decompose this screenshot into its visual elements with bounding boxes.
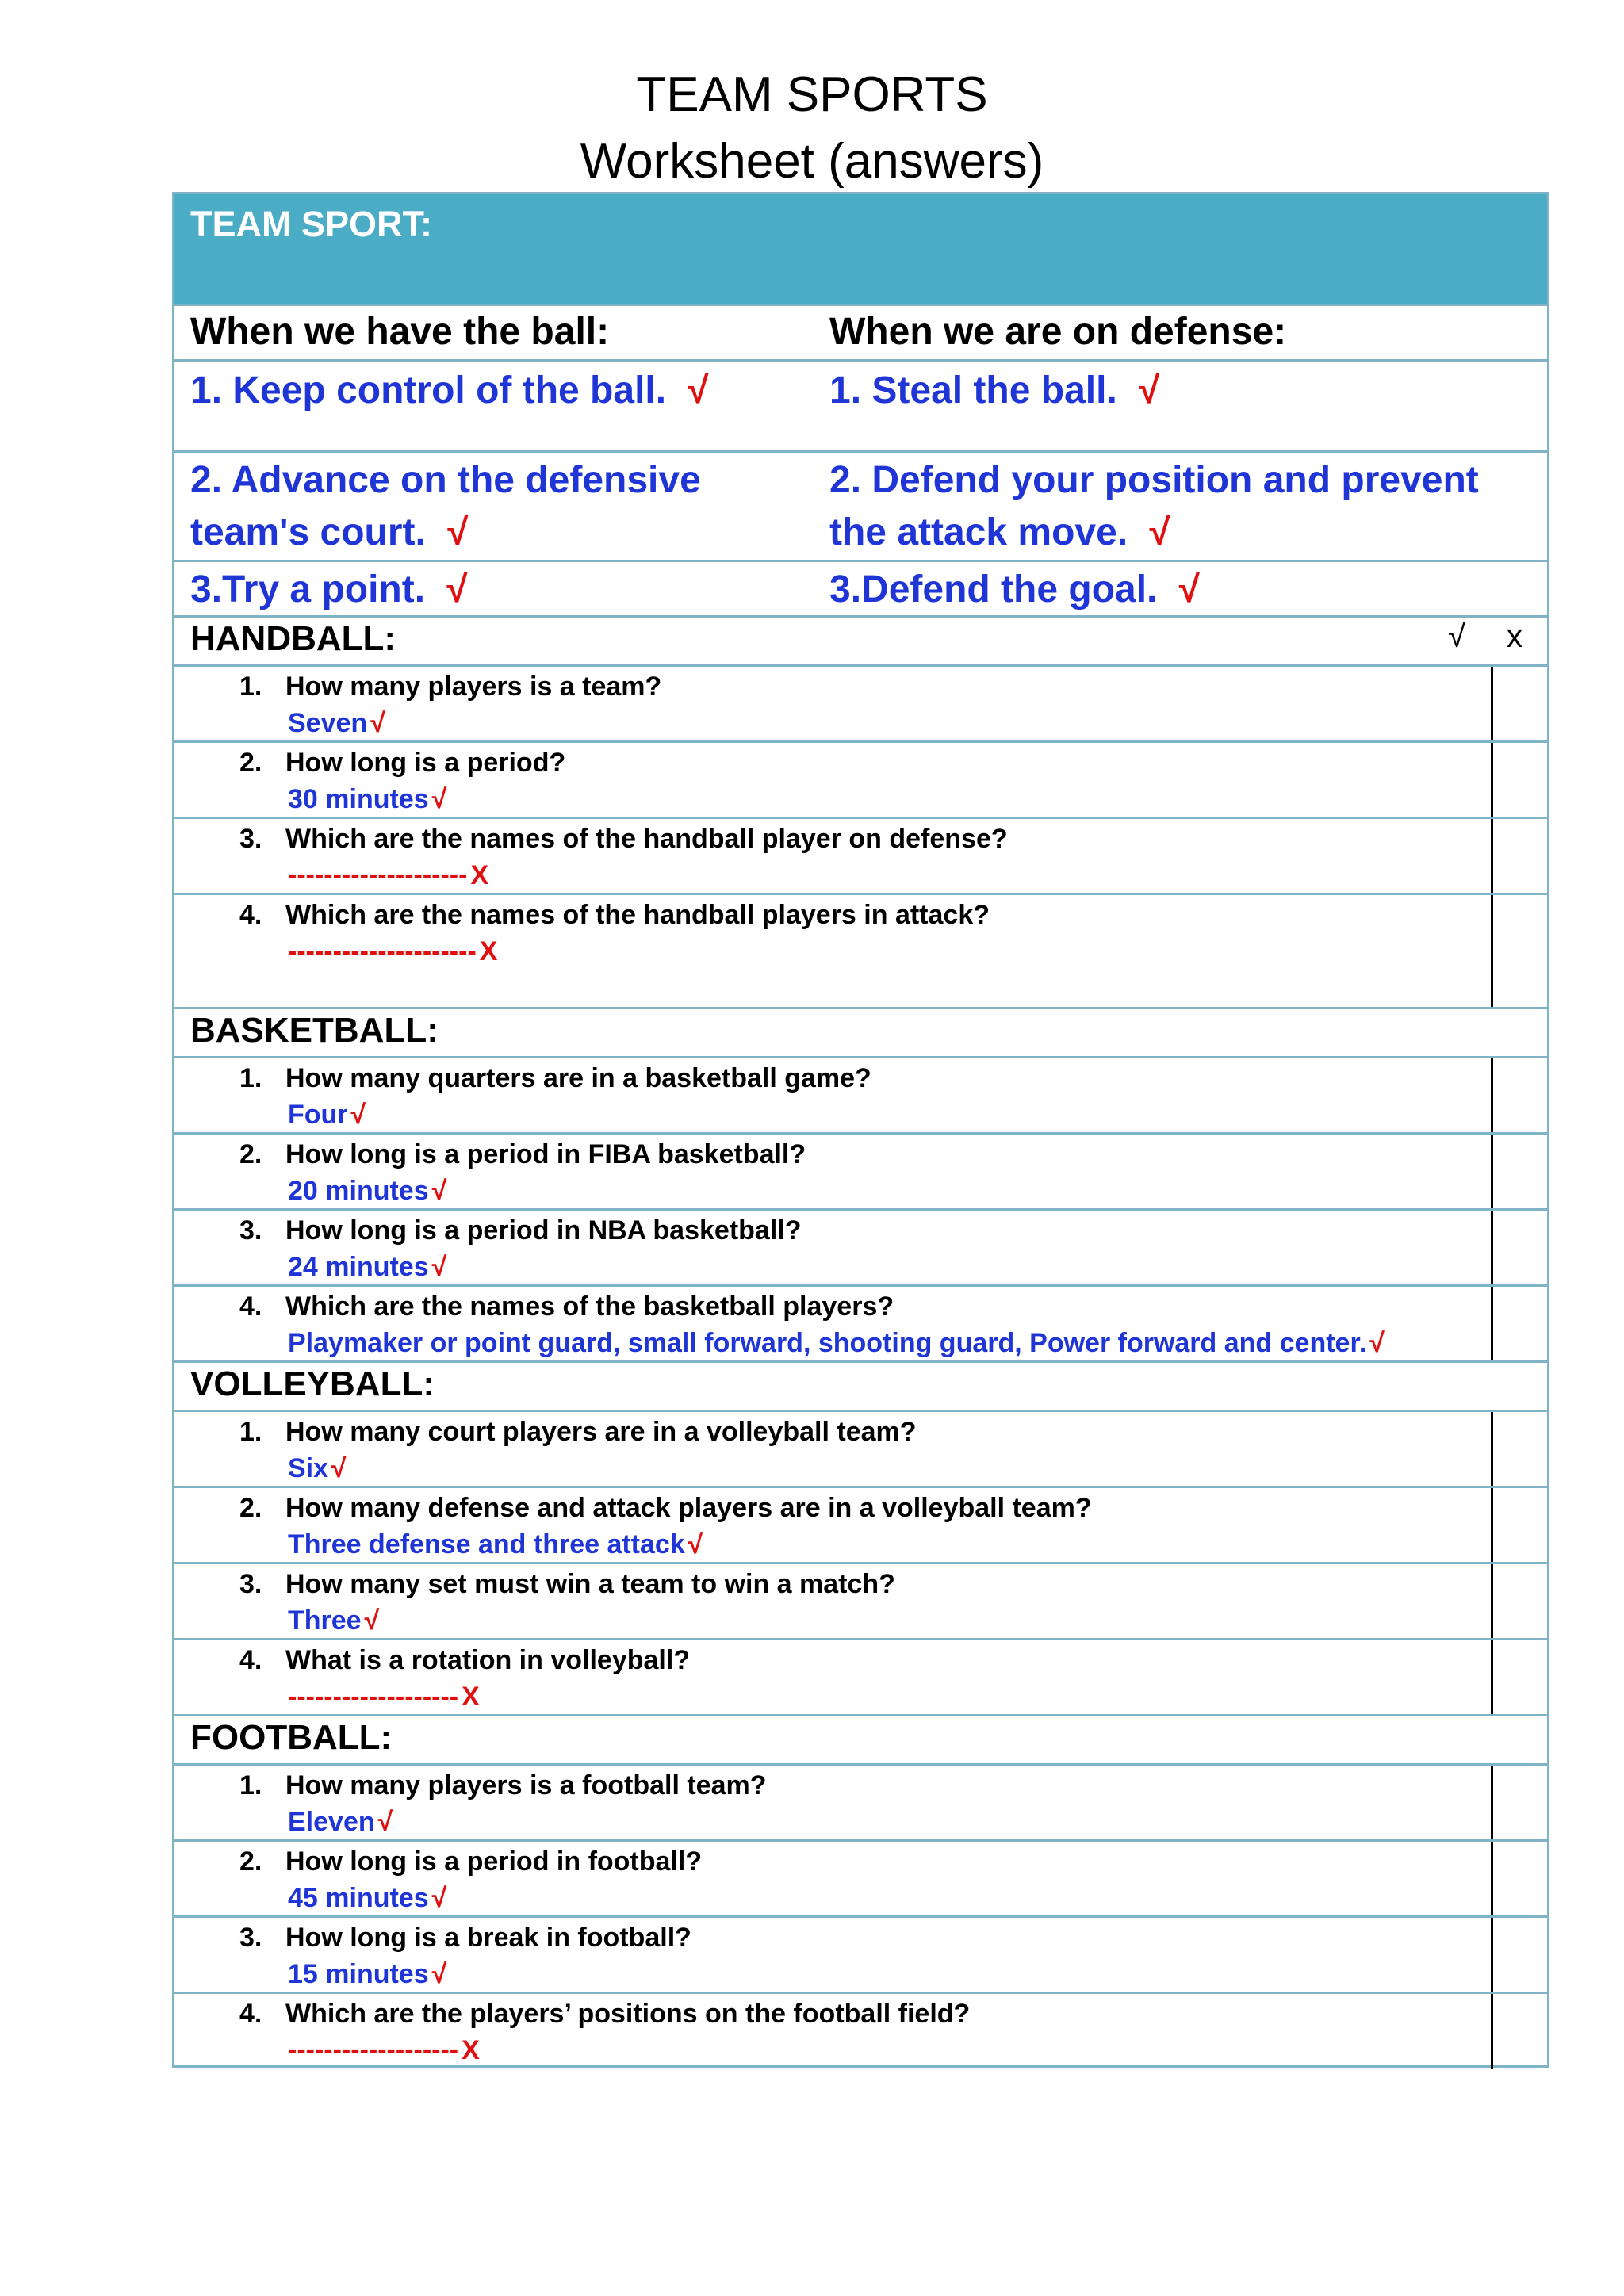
section-header [174,615,1547,664]
question-number: 3. [239,1215,262,1246]
answer-text: --------------------- [288,936,477,966]
question-row [174,1992,1547,2069]
question-number: 1. [239,672,262,702]
wrong-mark: X [470,860,489,890]
check-mark: √ [1149,511,1170,553]
principle-row [174,450,1547,560]
answer-text: Three [288,1605,362,1636]
check-mark: √ [688,369,709,411]
mark-column-divider [1491,895,1493,1007]
question-row [174,1839,1547,1915]
defense-principle: 3.Defend the goal. [829,568,1158,610]
answer-text: Seven [288,708,368,738]
check-mark: √ [370,708,385,738]
mark-column-divider [1491,743,1493,817]
question-number: 4. [239,1645,262,1675]
question-row [174,1763,1547,1839]
check-mark: √ [431,784,447,814]
section-title: VOLLEYBALL: [190,1364,435,1403]
question-row [174,1486,1547,1562]
wrong-mark: X [462,2035,480,2065]
section-header [174,1007,1547,1056]
check-mark: √ [1139,369,1160,411]
mark-column-divider [1491,1842,1493,1915]
question-text: How many quarters are in a basketball game? [285,1063,871,1093]
attack-heading: When we have the ball: [190,311,610,353]
question-text: How long is a period in football? [285,1846,703,1877]
question-text: Which are the names of the handball player on defense? [285,824,1008,854]
section-header [174,1360,1547,1410]
question-text: How many defense and attack players are in a volleyball team? [285,1493,1092,1523]
principle-row [174,560,1547,615]
answer-text: Eleven [288,1807,375,1837]
question-text: Which are the names of the basketball players? [285,1292,894,1322]
question-text: How long is a period in FIBA basketball? [285,1139,806,1169]
question-text: How long is a break in football? [285,1923,691,1953]
answer-text: Four [288,1100,348,1130]
question-row [174,740,1547,817]
question-row [174,1208,1547,1284]
question-row [174,664,1547,740]
question-number: 2. [239,1139,262,1169]
section-title: FOOTBALL: [190,1718,393,1757]
question-text: How many players is a football team? [285,1770,767,1800]
attack-principle: 2. Advance on the defensive team's court. [190,459,701,553]
question-number: 3. [239,1923,262,1953]
question-text: How long is a period? [285,748,566,778]
question-number: 2. [239,748,262,778]
mark-column-divider [1491,1135,1493,1208]
question-text: How many players is a team? [285,672,662,702]
answer-text: -------------------- [288,860,468,890]
mark-column-divider [1491,1766,1493,1839]
defense-heading: When we are on defense: [829,311,1287,353]
mark-column-divider [1491,1564,1493,1638]
check-mark: √ [431,1252,447,1282]
defense-principle: 2. Defend your position and prevent the attack move. [829,459,1479,553]
answer-text: ------------------- [288,2035,459,2065]
section-title: HANDBALL: [190,619,396,658]
question-row [174,1056,1547,1132]
check-mark: √ [431,1959,447,1989]
mark-column-divider [1491,1918,1493,1992]
page-title: TEAM SPORTS [636,67,988,122]
answer-text: 20 minutes [288,1176,429,1206]
check-mark: √ [331,1453,347,1483]
correct-column-header: √ [1448,619,1465,654]
answer-text: 15 minutes [288,1959,429,1989]
question-row [174,1638,1547,1714]
question-row [174,893,1547,1007]
check-mark: √ [446,568,468,610]
mark-column-divider [1491,1994,1493,2069]
check-mark: √ [350,1100,366,1130]
principles-heading-row [174,304,1547,359]
check-mark: √ [688,1529,703,1559]
question-number: 4. [239,1292,262,1322]
answer-text: 30 minutes [288,784,429,814]
check-mark: √ [431,1176,447,1206]
wrong-mark: X [462,1682,480,1712]
question-row [174,1915,1547,1992]
mark-column-divider [1491,1287,1493,1360]
worksheet-table [172,192,1549,2068]
answer-text: ------------------- [288,1682,459,1712]
question-number: 1. [239,1417,262,1447]
principle-row [174,359,1547,450]
question-number: 1. [239,1770,262,1800]
answer-text: 24 minutes [288,1252,429,1282]
question-text: Which are the players’ positions on the football field? [285,1999,971,2029]
question-number: 4. [239,900,262,930]
check-mark: √ [364,1605,380,1636]
check-mark: √ [431,1883,447,1913]
mark-column-divider [1491,1412,1493,1486]
attack-principle: 1. Keep control of the ball. [190,369,667,411]
question-number: 1. [239,1063,262,1093]
answer-text: Three defense and three attack [288,1529,685,1559]
mark-column-divider [1491,1211,1493,1284]
check-mark: √ [377,1807,393,1837]
check-mark: √ [447,511,469,553]
check-mark: √ [1369,1328,1385,1358]
question-number: 4. [239,1999,262,2029]
question-row [174,1132,1547,1208]
mark-column-divider [1491,667,1493,740]
wrong-mark: X [479,936,498,966]
answer-text: Six [288,1453,329,1483]
check-mark: √ [1178,568,1201,610]
mark-column-divider [1491,819,1493,893]
question-row [174,817,1547,893]
page-subtitle: Worksheet (answers) [580,134,1044,189]
section-header [174,1714,1547,1763]
question-number: 3. [239,1569,262,1599]
question-row [174,1410,1547,1486]
mark-column-divider [1491,1058,1493,1132]
section-title: BASKETBALL: [190,1011,439,1050]
question-row [174,1562,1547,1638]
question-number: 2. [239,1846,262,1877]
question-text: How many court players are in a volleyball team? [285,1417,917,1447]
question-text: What is a rotation in volleyball? [285,1645,691,1675]
question-text: How long is a period in NBA basketball? [285,1215,802,1246]
question-text: How many set must win a team to win a match? [285,1569,895,1599]
team-sport-label: TEAM SPORT: [190,204,433,244]
attack-principle: 3.Try a point. [190,568,426,610]
mark-column-divider [1491,1488,1493,1562]
mark-column-divider [1491,1640,1493,1714]
answer-text: 45 minutes [288,1883,429,1913]
question-text: Which are the names of the handball players in attack? [285,900,990,930]
question-number: 3. [239,824,262,854]
defense-principle: 1. Steal the ball. [829,369,1117,411]
team-sport-header [174,194,1547,304]
wrong-column-header: x [1507,619,1522,654]
answer-text: Playmaker or point guard, small forward, shooting guard, Power forward and center. [288,1328,1367,1358]
question-row [174,1284,1547,1360]
question-number: 2. [239,1493,262,1523]
